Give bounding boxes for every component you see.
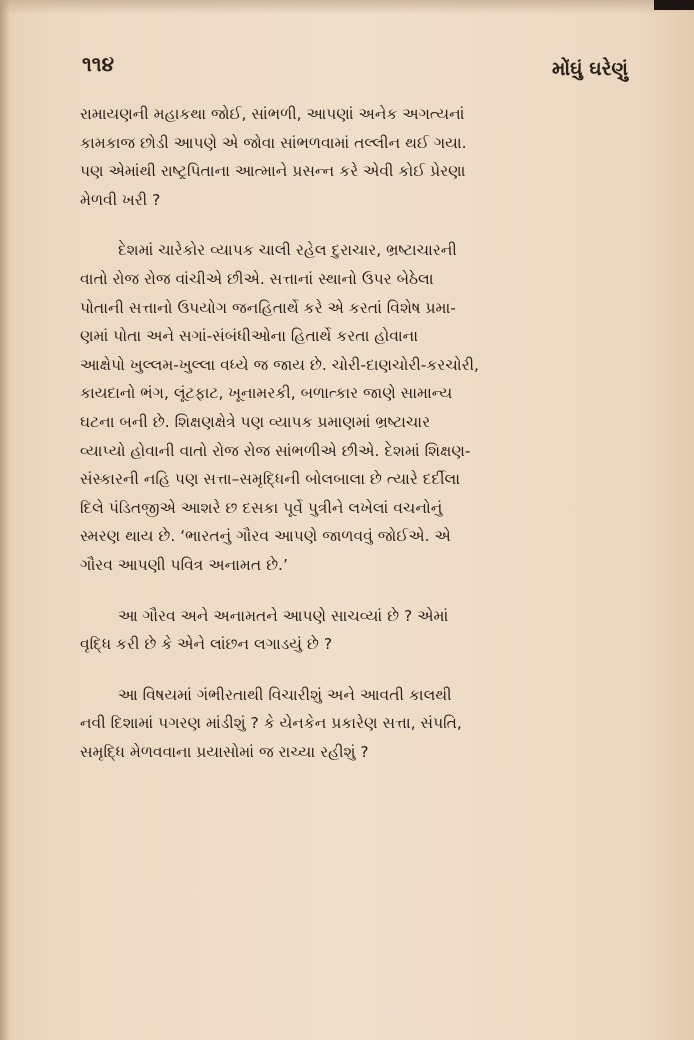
page-header xyxy=(82,52,628,92)
page-binding-shadow xyxy=(0,0,10,1040)
text-line: આ ગૌરવ અને અનામતને આપણે સાચવ્યાં છે ? એમાં xyxy=(118,606,449,625)
text-line: સંસ્કારની નહિ પણ સત્તા–સમૃદ્ધિની બોલબાલા છે ત્યારે દર્દીલા xyxy=(80,470,461,489)
scan-corner xyxy=(654,0,694,10)
body-text xyxy=(80,100,616,788)
paragraph xyxy=(80,236,616,579)
text-line: વૃદ્ધિ કરી છે કે એને લાંછન લગાડયું છે ? xyxy=(80,635,333,654)
text-line: વાતો રોજ રોજ વાંચીએ છીએ. સત્તાનાં સ્થાનો ઉપર બેઠેલા xyxy=(80,269,434,288)
paragraph xyxy=(80,100,616,214)
text-line: દિલે પંડિતજીએ આશરે છ દસકા પૂર્વે પુત્રીને લખેલાં વચનોનું xyxy=(80,498,443,517)
text-line: વ્યાપ્યો હોવાની વાતો રોજ રોજ સાંભળીએ છીએ. દેશમાં શિક્ષણ- xyxy=(80,441,471,460)
paragraph xyxy=(80,602,616,659)
page-number: ૧૧૪ xyxy=(82,52,114,76)
paragraph xyxy=(80,681,616,767)
text-line: સમૃદ્ધિ મેળવવાના પ્રયાસોમાં જ રાચ્યા રહીશું ? xyxy=(80,742,369,761)
text-line: પોતાની સત્તાનો ઉપયોગ જનહિતાર્થે કરે એ કરતાં વિશેષ પ્રમા- xyxy=(80,298,456,317)
text-line: ણમાં પોતા અને સગાં-સંબંધીઓના હિતાર્થે કરતા હોવાના xyxy=(80,327,418,346)
text-line: રામાયણની મહાકથા જોઈ, સાંભળી, આપણાં અનેક અગત્યનાં xyxy=(80,105,465,123)
text-line: દેશમાં ચારેકોર વ્યાપક ચાલી રહેલ દુરાચાર, ભ્રષ્ટાચારની xyxy=(118,241,457,260)
text-line: મેળવી ખરી ? xyxy=(80,190,161,209)
text-line: કામકાજ છોડી આપણે એ જોવા સાંભળવામાં તલ્લીન થઈ ગયા. xyxy=(80,133,467,152)
text-line: કાયદાનો ભંગ, લૂંટફાટ, ખૂનામરકી, બળાત્કાર જાણે સામાન્ય xyxy=(80,384,453,403)
text-line: ગૌરવ આપણી પવિત્ર અનામત છે.’ xyxy=(80,555,288,574)
running-title: મોંઘું ઘરેણું xyxy=(552,58,628,80)
text-line: આ વિષયમાં ગંભીરતાથી વિચારીશું અને આવતી કાલથી xyxy=(118,685,452,704)
text-line: પણ એમાંથી રાષ્ટ્રપિતાના આત્માને પ્રસન્ન કરે એવી કોઈ પ્રેરણા xyxy=(80,162,466,181)
page-top-edge xyxy=(0,0,694,14)
text-line: સ્મરણ થાય છે. ‘ભારતનું ગૌરવ આપણે જાળવવું જોઈએ. એ xyxy=(80,527,451,546)
text-line: નવી દિશામાં પગરણ માંડીશું ? કે યેનકેન પ્રકારેણ સત્તા, સંપતિ, xyxy=(80,714,462,733)
text-line: આક્ષેપો ખુલ્લમ-ખુલ્લા વધ્યે જ જાય છે. ચોરી-દાણચોરી-કરચોરી, xyxy=(80,355,479,374)
text-line: ઘટના બની છે. શિક્ષણક્ષેત્રે પણ વ્યાપક પ્રમાણમાં ભ્રષ્ટાચાર xyxy=(80,412,431,431)
